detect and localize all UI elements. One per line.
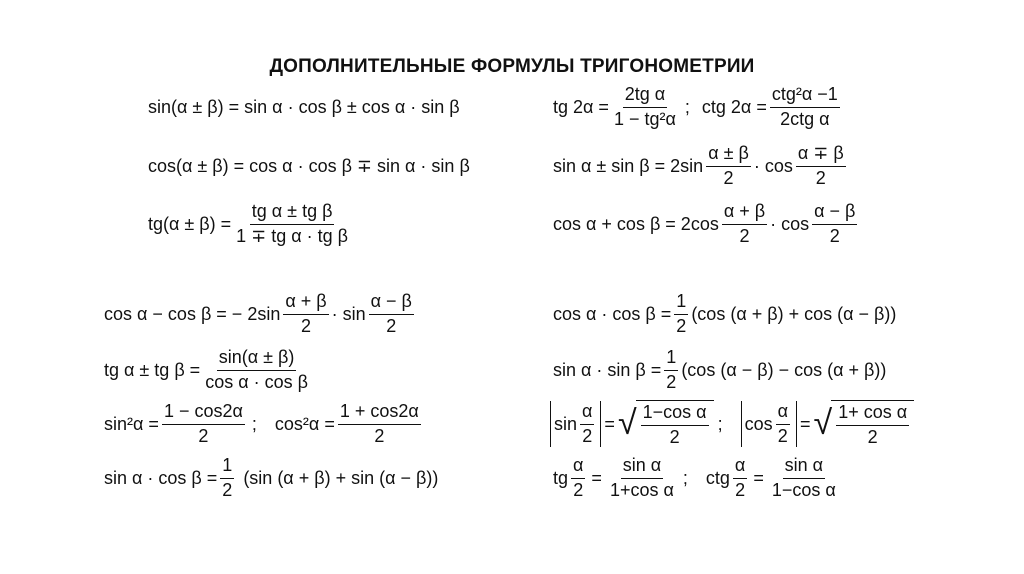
fraction bbox=[203, 348, 310, 393]
fraction bbox=[836, 403, 909, 448]
numerator: 1 bbox=[674, 292, 688, 315]
fraction bbox=[369, 292, 414, 337]
formula-rhs: (cos (α + β) + cos (α − β)) bbox=[691, 304, 897, 324]
numerator: α bbox=[776, 402, 790, 425]
function-name: cos bbox=[744, 414, 773, 434]
formula-lhs: sin α · sin β = bbox=[553, 360, 662, 380]
formula-lhs: sin α ± sin β = 2sin bbox=[553, 156, 704, 176]
numerator: sin α bbox=[783, 456, 825, 479]
denominator: 2 bbox=[374, 425, 385, 446]
fraction bbox=[770, 85, 840, 130]
numerator: ctg²α −1 bbox=[770, 85, 840, 108]
numerator: 1 bbox=[664, 348, 678, 371]
formula-text: sin(α ± β) = sin α · cos β ± cos α · sin β bbox=[148, 97, 460, 117]
formula-lhs: sin α · cos β = bbox=[104, 468, 218, 488]
separator: ; bbox=[717, 414, 723, 434]
numerator: 1 + cos2α bbox=[338, 402, 421, 425]
fraction bbox=[776, 402, 790, 447]
formula-tg-ctg-double bbox=[553, 77, 843, 137]
equals-sign: = bbox=[753, 468, 764, 488]
numerator: tg α ± tg β bbox=[250, 202, 335, 225]
denominator: 2 bbox=[198, 425, 209, 446]
fraction bbox=[770, 456, 838, 501]
page-title: ДОПОЛНИТЕЛЬНЫЕ ФОРМУЛЫ ТРИГОНОМЕТРИИ bbox=[269, 56, 755, 77]
formula-sin-sum bbox=[148, 77, 460, 137]
numerator: sin(α ± β) bbox=[217, 348, 297, 371]
fraction bbox=[812, 202, 857, 247]
function-name: sin bbox=[554, 414, 578, 434]
formula-sin-cos-squared bbox=[104, 394, 424, 454]
formula-mid: · sin bbox=[331, 304, 366, 324]
formula-lhs: cos α − cos β = − 2sin bbox=[104, 304, 281, 324]
function-name: ctg bbox=[705, 468, 730, 488]
numerator: α bbox=[733, 456, 747, 479]
formula-cos-sum bbox=[148, 136, 470, 196]
radical-icon: √ bbox=[813, 404, 833, 443]
formula-lhs: tg α ± tg β = bbox=[104, 360, 201, 380]
separator: ; bbox=[684, 97, 690, 117]
denominator: 1−cos α bbox=[771, 479, 836, 500]
fraction bbox=[571, 456, 585, 501]
denominator: 2 bbox=[739, 225, 750, 246]
denominator: 2 bbox=[222, 479, 233, 500]
formula-rhs: (sin (α + β) + sin (α − β)) bbox=[243, 468, 439, 488]
denominator: 1 − tg²α bbox=[613, 108, 676, 129]
equals-sign: = bbox=[604, 414, 615, 434]
numerator: sin α bbox=[621, 456, 663, 479]
numerator: 1−cos α bbox=[641, 403, 709, 426]
denominator: 2 bbox=[735, 479, 746, 500]
fraction bbox=[608, 456, 676, 501]
formula-text: cos(α ± β) = cos α · cos β ∓ sin α · sin β bbox=[148, 156, 470, 176]
fraction bbox=[283, 292, 328, 337]
denominator: 2 bbox=[666, 371, 677, 392]
formula-tg-plus-tg bbox=[104, 340, 313, 400]
formula-mid: · cos bbox=[753, 156, 793, 176]
formula-rhs: (cos (α − β) − cos (α + β)) bbox=[681, 360, 887, 380]
absolute-value bbox=[741, 401, 797, 447]
square-root bbox=[618, 400, 714, 448]
formula-sin-times-cos bbox=[104, 448, 438, 508]
denominator: 2 bbox=[573, 479, 584, 500]
fraction bbox=[722, 202, 767, 247]
formula-cos-plus-cos bbox=[553, 194, 860, 254]
fraction bbox=[706, 144, 751, 189]
formula-sin-times-sin bbox=[553, 340, 886, 400]
formula-lhs: ctg 2α = bbox=[701, 97, 767, 117]
numerator: 2tg α bbox=[623, 85, 667, 108]
numerator: α + β bbox=[283, 292, 328, 315]
numerator: α ∓ β bbox=[796, 144, 846, 167]
numerator: α bbox=[580, 402, 594, 425]
formula-lhs: cos²α = bbox=[274, 414, 335, 434]
numerator: 1 − cos2α bbox=[162, 402, 245, 425]
radical-icon: √ bbox=[617, 404, 637, 443]
separator: ; bbox=[251, 414, 257, 434]
numerator: α + β bbox=[722, 202, 767, 225]
numerator: α bbox=[571, 456, 585, 479]
formula-half-angle bbox=[550, 394, 914, 454]
equals-sign: = bbox=[591, 468, 602, 488]
formula-sin-plus-sin bbox=[553, 136, 849, 196]
denominator: 2 bbox=[867, 427, 878, 447]
square-root bbox=[814, 400, 915, 448]
denominator: 2 bbox=[386, 315, 397, 336]
numerator: α − β bbox=[812, 202, 857, 225]
fraction bbox=[674, 292, 688, 337]
absolute-value bbox=[550, 401, 601, 447]
fraction bbox=[664, 348, 678, 393]
denominator: 2 bbox=[723, 167, 734, 188]
formula-lhs: cos α · cos β = bbox=[553, 304, 672, 324]
formula-cos-minus-cos bbox=[104, 284, 417, 344]
denominator: 2 bbox=[582, 425, 593, 446]
fraction bbox=[338, 402, 421, 447]
formula-tg-sum bbox=[148, 194, 353, 254]
numerator: α ± β bbox=[706, 144, 751, 167]
function-name: tg bbox=[553, 468, 569, 488]
formula-lhs: tg 2α = bbox=[553, 97, 609, 117]
radicand bbox=[831, 400, 914, 448]
equals-sign: = bbox=[800, 414, 811, 434]
fraction bbox=[580, 402, 594, 447]
denominator: 2 bbox=[669, 427, 680, 447]
denominator: 2ctg α bbox=[780, 108, 830, 129]
fraction bbox=[796, 144, 846, 189]
numerator: α − β bbox=[369, 292, 414, 315]
fraction bbox=[612, 85, 678, 130]
radicand bbox=[636, 400, 714, 448]
formula-cos-times-cos bbox=[553, 284, 896, 344]
denominator: 1+cos α bbox=[609, 479, 674, 500]
denominator: cos α · cos β bbox=[205, 371, 308, 392]
denominator: 2 bbox=[300, 315, 311, 336]
separator: ; bbox=[682, 468, 688, 488]
numerator: 1 bbox=[220, 456, 234, 479]
fraction bbox=[234, 202, 350, 247]
denominator: 2 bbox=[829, 225, 840, 246]
fraction bbox=[162, 402, 245, 447]
fraction bbox=[733, 456, 747, 501]
formula-mid: · cos bbox=[770, 214, 810, 234]
formula-tg-ctg-half bbox=[553, 448, 841, 508]
formula-lhs: cos α + cos β = 2cos bbox=[553, 214, 719, 234]
formula-lhs: sin²α = bbox=[104, 414, 159, 434]
formula-lhs: tg(α ± β) = bbox=[148, 214, 232, 234]
denominator: 2 bbox=[815, 167, 826, 188]
fraction bbox=[220, 456, 234, 501]
denominator: 2 bbox=[777, 425, 788, 446]
denominator: 1 ∓ tg α · tg β bbox=[236, 225, 349, 246]
fraction bbox=[641, 403, 709, 448]
denominator: 2 bbox=[676, 315, 687, 336]
numerator: 1+ cos α bbox=[836, 403, 909, 426]
